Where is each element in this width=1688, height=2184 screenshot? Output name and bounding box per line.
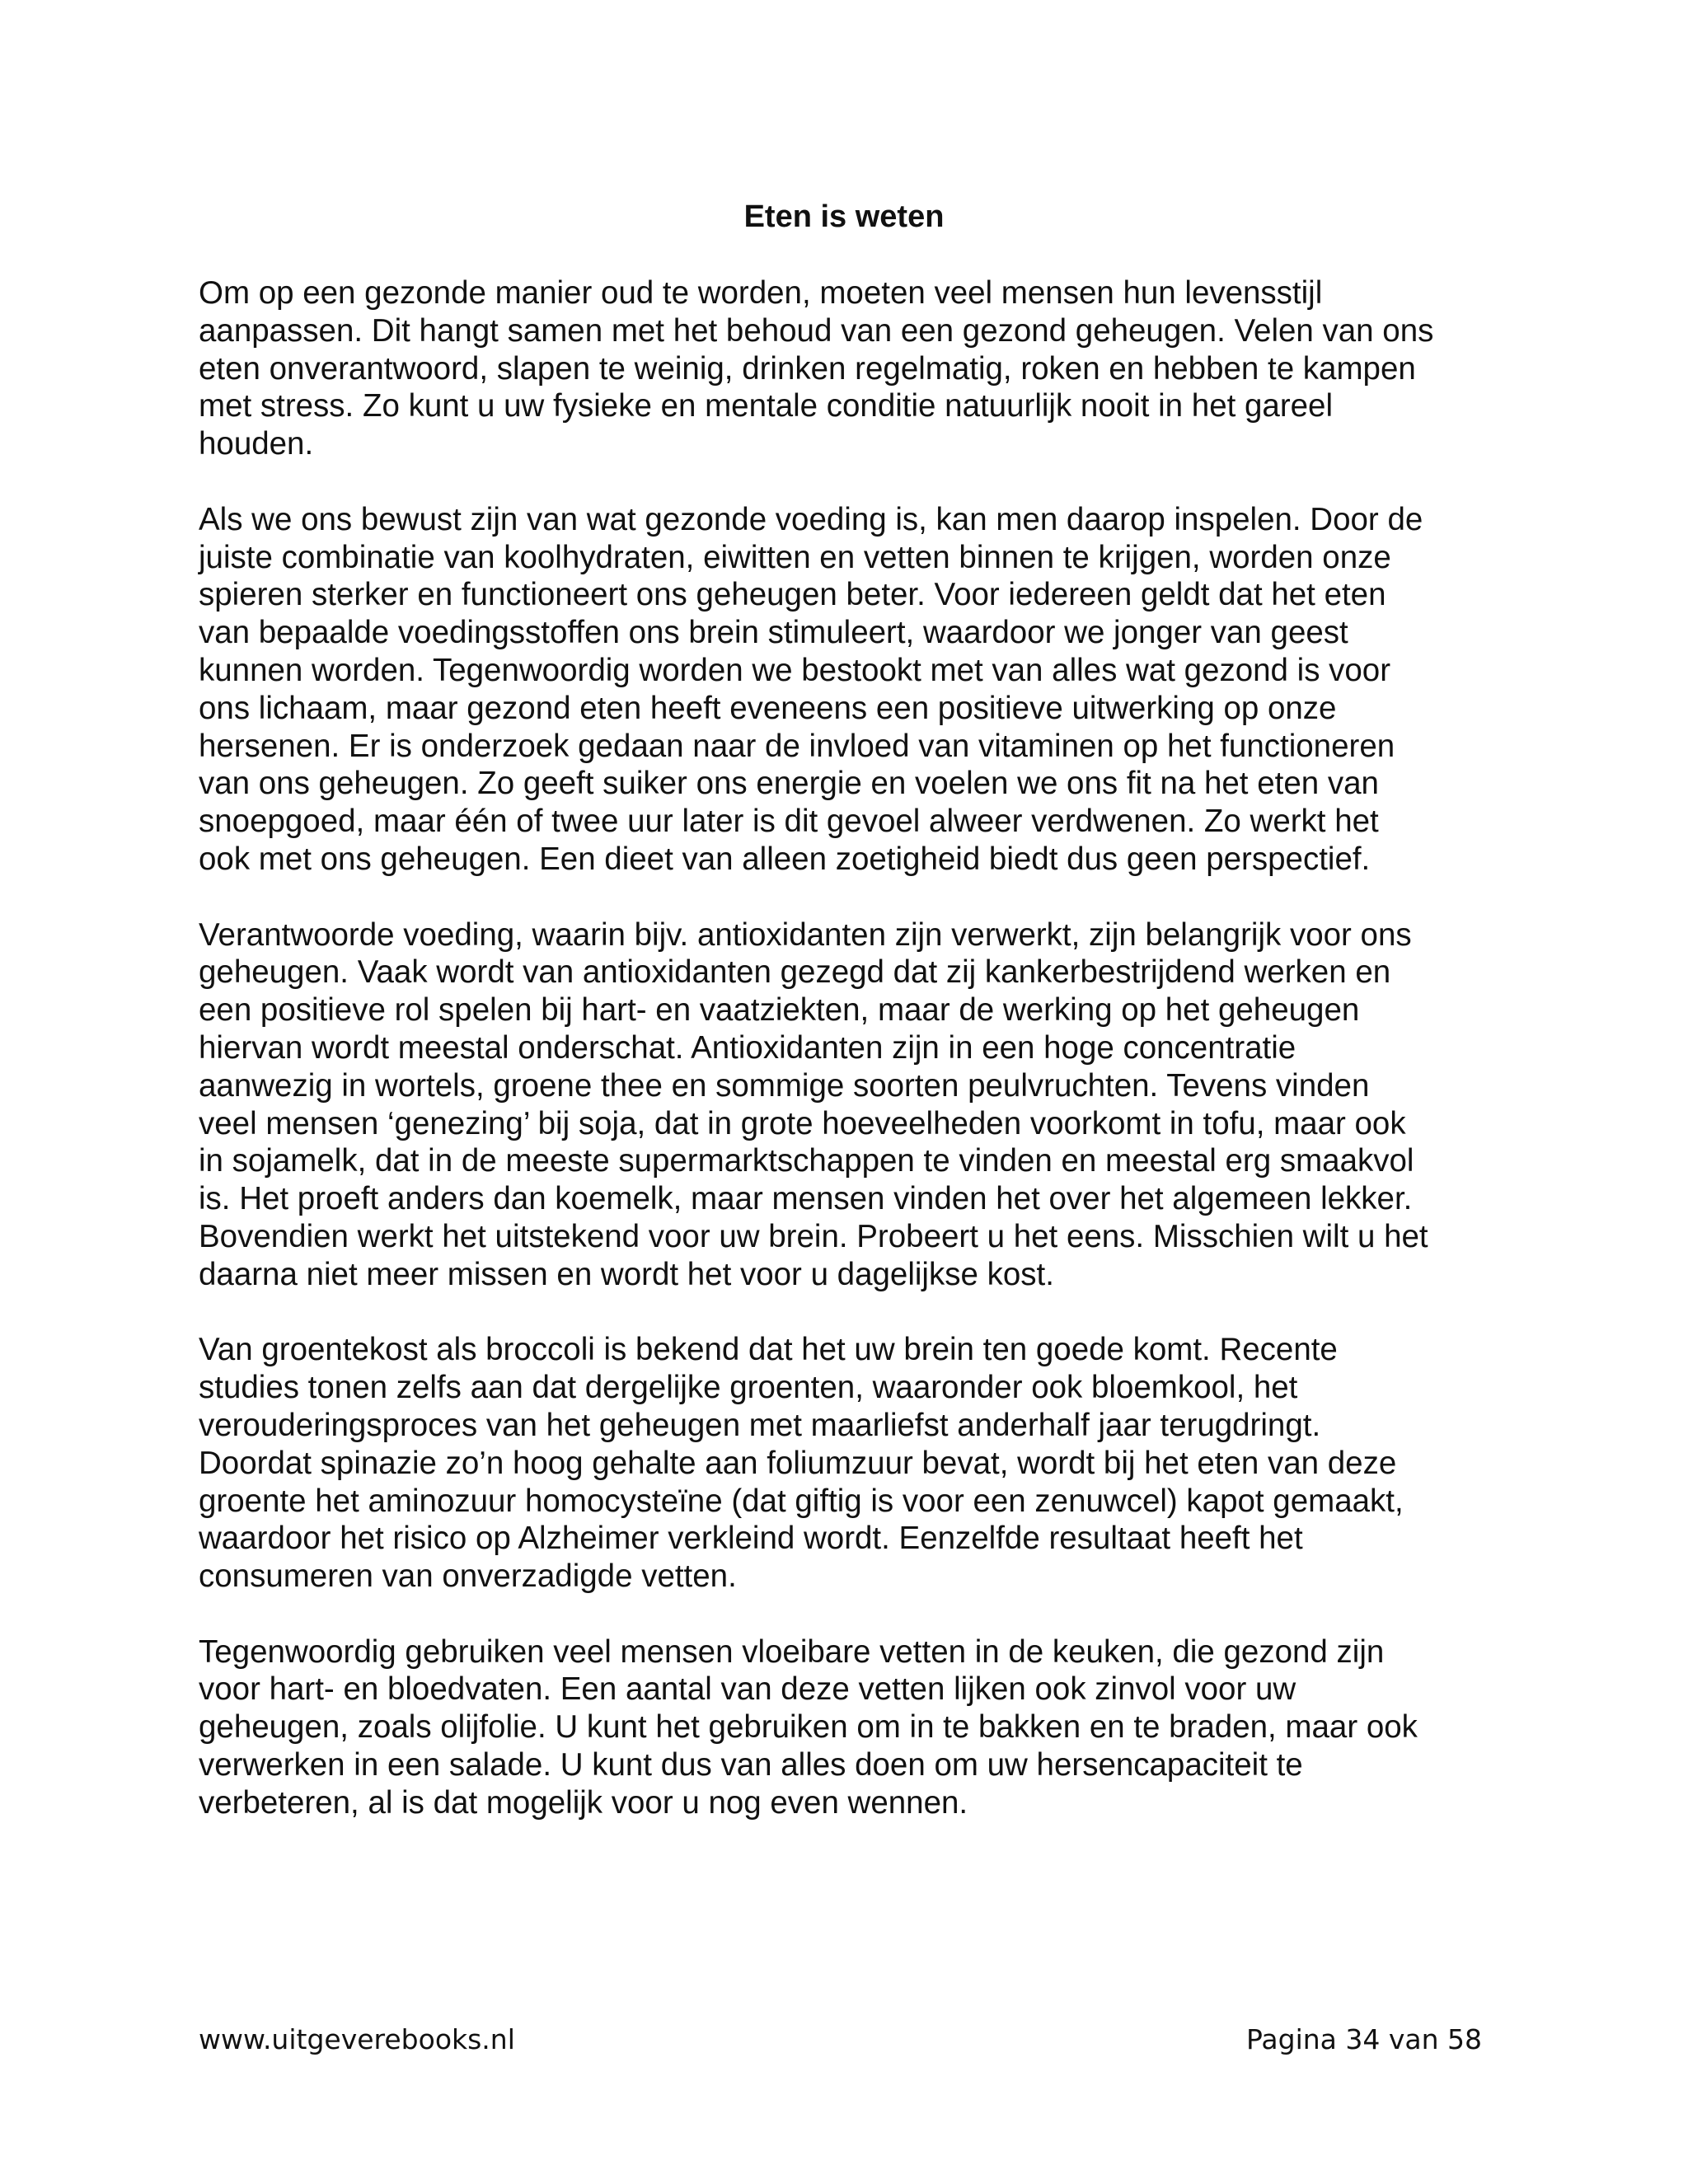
text-line: voor hart- en bloedvaten. Een aantal van deze vetten lijken ook zinvol voor uw — [199, 1671, 1296, 1708]
text-line: verwerken in een salade. U kunt dus van alles doen om uw hersencapaciteit te — [199, 1747, 1303, 1783]
text-line: studies tonen zelfs aan dat dergelijke groenten, waaronder ook bloemkool, het — [199, 1370, 1298, 1406]
document-body — [199, 274, 1501, 1859]
text-line: ons lichaam, maar gezond eten heeft eveneens een positieve uitwerking op onze — [199, 690, 1337, 726]
text-line: in sojamelk, dat in de meeste supermarktschappen te vinden en meestal erg smaakvol — [199, 1143, 1414, 1179]
text-line: Om op een gezonde manier oud te worden, moeten veel mensen hun levensstijl — [199, 275, 1323, 311]
text-line: Verantwoorde voeding, waarin bijv. antioxidanten zijn verwerkt, zijn belangrijk voor ons — [199, 916, 1412, 953]
paragraph-1 — [199, 274, 1501, 463]
text-line: veel mensen ‘genezing’ bij soja, dat in grote hoeveelheden voorkomt in tofu, maar ook — [199, 1105, 1406, 1141]
text-line: daarna niet meer missen en wordt het voor u dagelijkse kost. — [199, 1256, 1054, 1292]
text-line: juiste combinatie van koolhydraten, eiwitten en vetten binnen te krijgen, worden onze — [199, 539, 1391, 575]
text-line: Tegenwoordig gebruiken veel mensen vloeibare vetten in de keuken, die gezond zijn — [199, 1633, 1385, 1670]
text-line: ook met ons geheugen. Een dieet van alleen zoetigheid biedt dus geen perspectief. — [199, 841, 1371, 877]
text-line: aanwezig in wortels, groene thee en sommige soorten peulvruchten. Tevens vinden — [199, 1067, 1370, 1104]
page-title: Eten is weten — [743, 199, 945, 234]
text-line: Doordat spinazie zo’n hoog gehalte aan foliumzuur bevat, wordt bij het eten van deze — [199, 1445, 1397, 1481]
footer-page-number: Pagina 34 van 58 — [1245, 2023, 1482, 2055]
text-line: spieren sterker en functioneert ons geheugen beter. Voor iedereen geldt dat het eten — [199, 577, 1386, 613]
text-line: consumeren van onverzadigde vetten. — [199, 1558, 737, 1595]
text-line: hiervan wordt meestal onderschat. Antioxidanten zijn in een hoge concentratie — [199, 1029, 1296, 1066]
text-line: verouderingsproces van het geheugen met maarliefst anderhalf jaar terugdringt. — [199, 1407, 1321, 1443]
text-line: Als we ons bewust zijn van wat gezonde voeding is, kan men daarop inspelen. Door de — [199, 501, 1423, 537]
text-line: waardoor het risico op Alzheimer verkleind wordt. Eenzelfde resultaat heeft het — [199, 1521, 1303, 1557]
text-line: groente het aminozuur homocysteïne (dat giftig is voor een zenuwcel) kapot gemaakt, — [199, 1483, 1404, 1519]
text-line: kunnen worden. Tegenwoordig worden we bestookt met van alles wat gezond is voor — [199, 652, 1391, 688]
text-line: Bovendien werkt het uitstekend voor uw brein. Probeert u het eens. Misschien wilt u het — [199, 1218, 1428, 1254]
text-line: met stress. Zo kunt u uw fysieke en mentale conditie natuurlijk nooit in het gareel — [199, 388, 1334, 424]
paragraph-5 — [199, 1633, 1501, 1822]
text-line: hersenen. Er is onderzoek gedaan naar de invloed van vitaminen op het functioneren — [199, 728, 1395, 764]
text-line: aanpassen. Dit hangt samen met het behoud van een gezond geheugen. Velen van ons — [199, 312, 1434, 349]
text-line: een positieve rol spelen bij hart- en vaatziekten, maar de werking op het geheugen — [199, 992, 1360, 1029]
text-line: van ons geheugen. Zo geeft suiker ons energie en voelen we ons fit na het eten van — [199, 766, 1379, 802]
text-line: geheugen. Vaak wordt van antioxidanten gezegd dat zij kankerbestrijdend werken en — [199, 954, 1391, 991]
text-line: Van groentekost als broccoli is bekend dat het uw brein ten goede komt. Recente — [199, 1332, 1338, 1368]
text-line: snoepgoed, maar één of twee uur later is dit gevoel alweer verdwenen. Zo werkt het — [199, 804, 1379, 840]
text-line: is. Het proeft anders dan koemelk, maar mensen vinden het over het algemeen lekker. — [199, 1181, 1413, 1217]
paragraph-2 — [199, 501, 1501, 879]
text-line: eten onverantwoord, slapen te weinig, drinken regelmatig, roken en hebben te kampen — [199, 350, 1416, 387]
text-line: geheugen, zoals olijfolie. U kunt het gebruiken om in te bakken en te braden, maar ook — [199, 1709, 1418, 1746]
text-line: verbeteren, al is dat mogelijk voor u nog even wennen. — [199, 1784, 968, 1821]
paragraph-4 — [199, 1331, 1501, 1596]
text-line: van bepaalde voedingsstoffen ons brein stimuleert, waardoor we jonger van geest — [199, 615, 1348, 651]
text-line: houden. — [199, 426, 314, 462]
paragraph-3 — [199, 916, 1501, 1294]
footer-website: www.uitgeverebooks.nl — [199, 2023, 515, 2055]
